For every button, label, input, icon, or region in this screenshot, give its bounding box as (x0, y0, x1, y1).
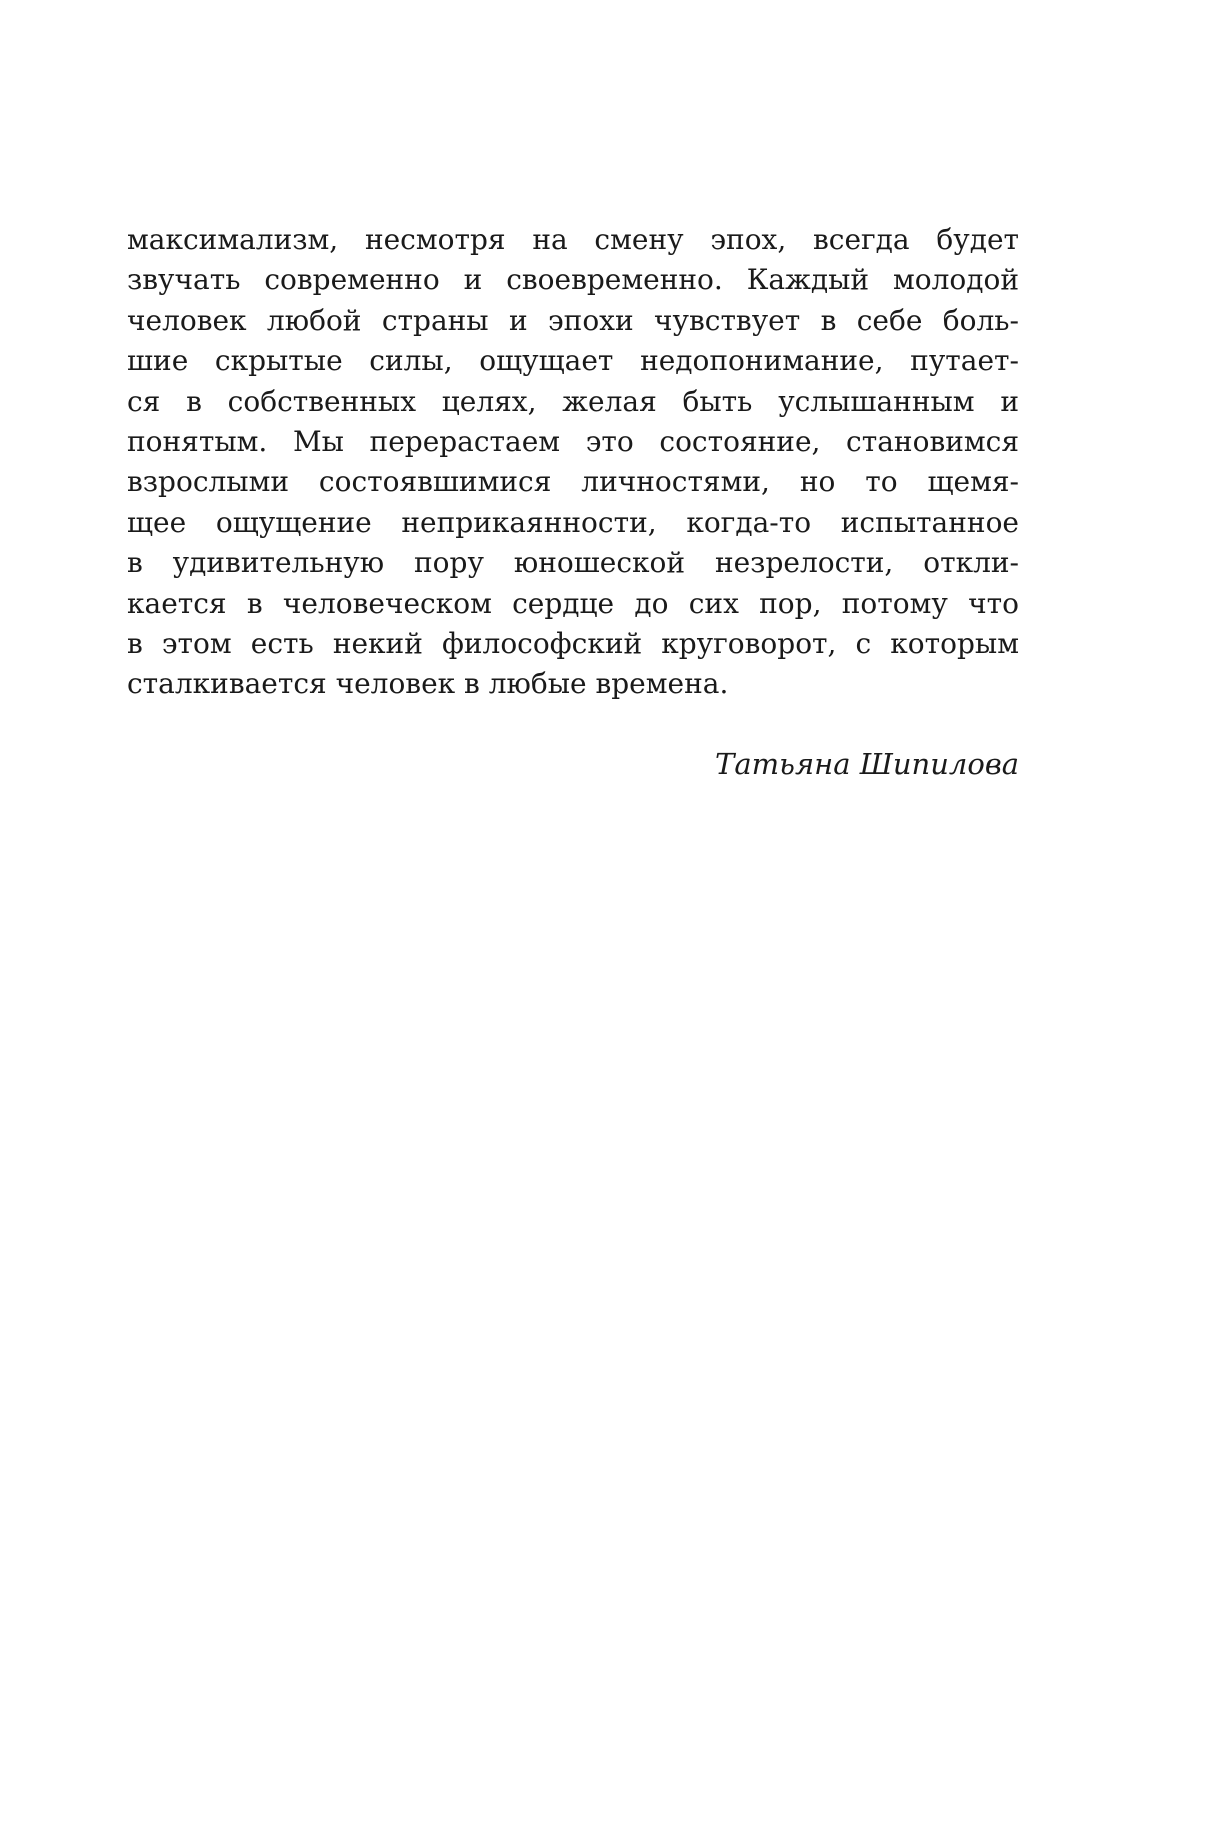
text-line: понятым. Мы перерастаем это состояние, становимся (127, 424, 1019, 458)
text-line: максимализм, несмотря на смену эпох, всегда будет (127, 223, 1019, 256)
text-line: в этом есть некий философский круговорот, с которым (127, 626, 1019, 660)
text-line: шие скрытые силы, ощущает недопонимание, путает- (127, 344, 1019, 378)
text-line: щее ощущение неприкаянности, когда-то испытанное (127, 505, 1019, 539)
text-line: ся в собственных целях, желая быть услышанным и (127, 384, 1019, 418)
author-signature: Татьяна Шипилова (715, 747, 1019, 781)
text-line: сталкивается человек в любые времена. (127, 667, 729, 701)
text-line: звучать современно и своевременно. Каждый молодой (127, 263, 1019, 297)
body-paragraph (127, 220, 1019, 705)
text-line: в удивительную пору юношеской незрелости, откли- (127, 546, 1019, 580)
text-line: кается в человеческом сердце до сих пор, потому что (127, 586, 1019, 620)
text-line: взрослыми состоявшимися личностями, но то щемя- (127, 465, 1019, 499)
text-line: человек любой страны и эпохи чувствует в себе боль- (127, 303, 1019, 337)
